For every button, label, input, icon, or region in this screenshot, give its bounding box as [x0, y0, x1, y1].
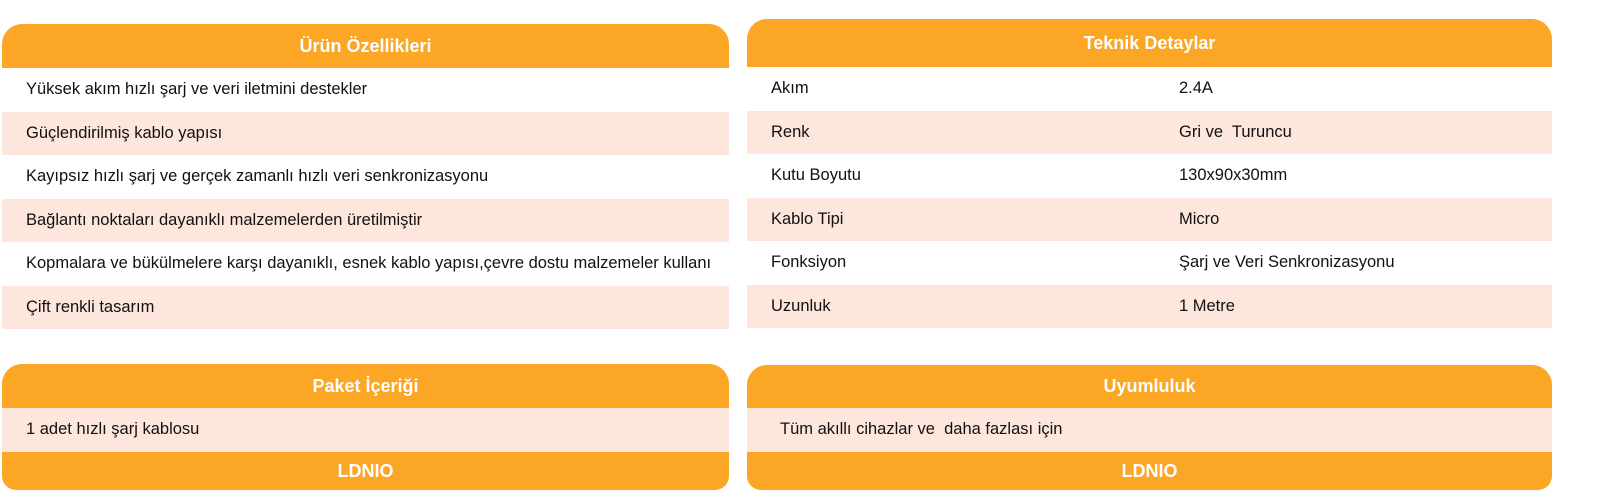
spec-value: Micro [1179, 209, 1220, 228]
spec-label: Fonksiyon [771, 253, 847, 271]
feature-row [2, 242, 729, 286]
paket-icerigi-panel [2, 364, 729, 490]
spec-row [747, 198, 1552, 242]
spec-row [747, 67, 1552, 111]
spec-row [747, 111, 1552, 155]
package-text: 1 adet hızlı şarj kablosu [26, 420, 200, 438]
feature-text: Kayıpsız hızlı şarj ve gerçek zamanlı hızlı veri senkronizasyonu [26, 167, 489, 185]
teknik-detaylar-title: Teknik Detaylar [1083, 33, 1216, 53]
spec-label: Akım [771, 79, 809, 97]
feature-text: Yüksek akım hızlı şarj ve veri iletmini destekler [26, 80, 368, 98]
spec-row [747, 154, 1552, 198]
spec-row [747, 241, 1552, 285]
brand-footer [747, 452, 1552, 490]
feature-row [2, 68, 729, 112]
feature-row [2, 286, 729, 330]
brand-name: LDNIO [337, 460, 394, 481]
package-row [2, 408, 729, 452]
spec-value: Şarj ve Veri Senkronizasyonu [1179, 253, 1395, 271]
teknik-detaylar-panel [747, 19, 1552, 328]
compatibility-text: Tüm akıllı cihazlar ve daha fazlası için [780, 420, 1063, 438]
paket-icerigi-title: Paket İçeriği [312, 376, 419, 396]
spec-label: Kablo Tipi [771, 209, 844, 228]
spec-label: Renk [771, 122, 810, 141]
feature-text: Çift renkli tasarım [26, 297, 155, 316]
spec-value: Gri ve Turuncu [1179, 122, 1292, 141]
feature-text: Bağlantı noktaları dayanıklı malzemelerden üretilmiştir [26, 210, 423, 229]
spec-label: Uzunluk [771, 296, 831, 315]
feature-row [2, 155, 729, 199]
feature-row [2, 199, 729, 243]
paket-icerigi-header [2, 364, 729, 408]
teknik-detaylar-header [747, 19, 1552, 67]
compatibility-row [747, 408, 1552, 452]
brand-name: LDNIO [1121, 460, 1178, 481]
spec-label: Kutu Boyutu [771, 166, 861, 184]
brand-footer [2, 452, 729, 490]
spec-value: 1 Metre [1179, 296, 1235, 315]
urun-ozellikleri-header [2, 24, 729, 68]
urun-ozellikleri-panel [2, 24, 729, 329]
uyumluluk-title: Uyumluluk [1103, 376, 1196, 396]
feature-text: Kopmalara ve bükülmelere karşı dayanıklı, esnek kablo yapısı,çevre dostu malzemeler kullanı [26, 254, 712, 272]
uyumluluk-header [747, 365, 1552, 408]
spec-value: 130x90x30mm [1179, 166, 1288, 184]
urun-ozellikleri-title: Ürün Özellikleri [299, 36, 432, 56]
uyumluluk-panel [747, 365, 1552, 490]
feature-row [2, 112, 729, 156]
feature-text: Güçlendirilmiş kablo yapısı [26, 123, 223, 142]
spec-row [747, 285, 1552, 329]
spec-value: 2.4A [1179, 79, 1213, 97]
